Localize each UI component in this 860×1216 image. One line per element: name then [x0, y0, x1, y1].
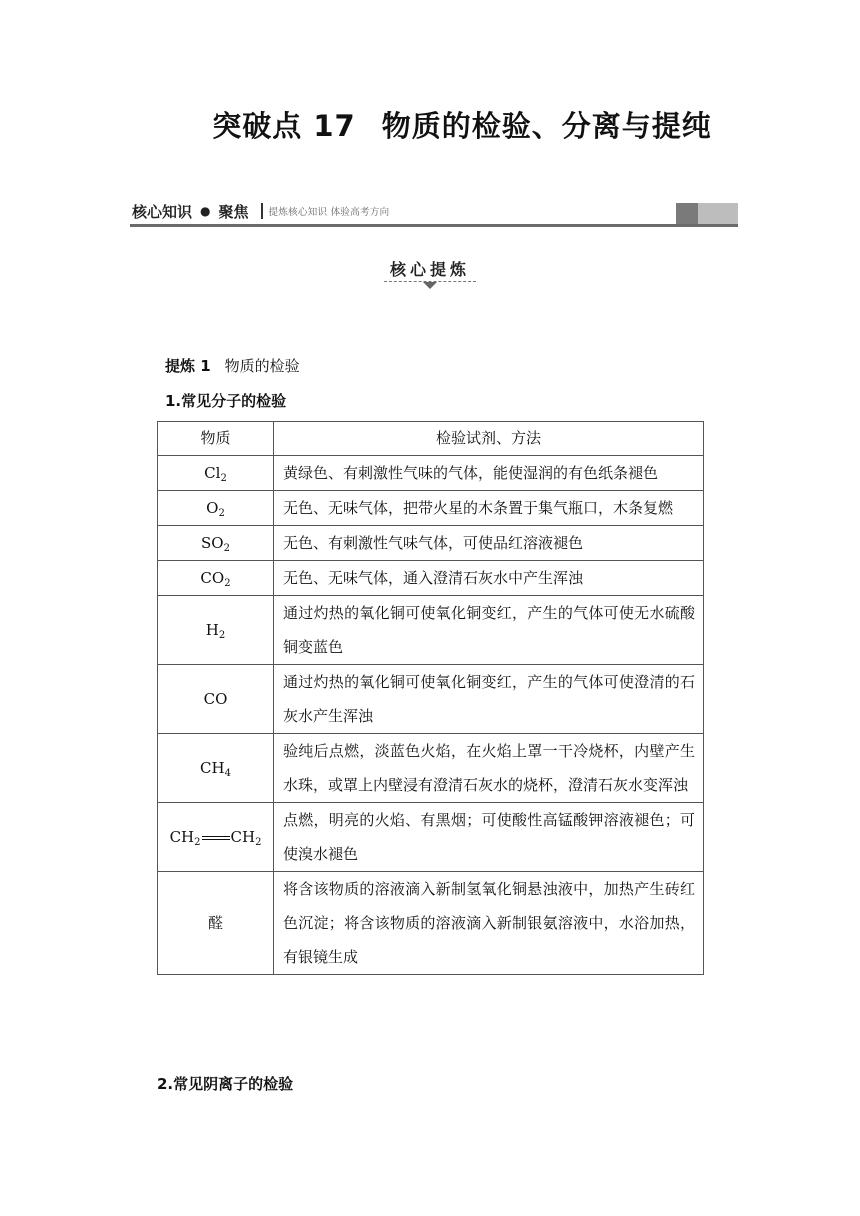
formula-base: Cl — [204, 464, 221, 482]
table-row — [158, 491, 704, 526]
substance-cell — [158, 561, 274, 596]
formula-subscript: 2 — [218, 630, 226, 641]
formula-base: SO — [201, 534, 224, 552]
formula-base: CH — [200, 759, 225, 777]
section-title: 物质的检验 — [224, 357, 300, 375]
formula-base: 醛 — [207, 914, 223, 932]
method-cell: 将含该物质的溶液滴入新制氢氧化铜悬浊液中，加热产生砖红色沉淀；将含该物质的溶液滴入新制银氨溶液中，水浴加热，有银镜生成 — [274, 872, 704, 975]
table-row — [158, 561, 704, 596]
substance-cell — [158, 526, 274, 561]
method-cell: 通过灼热的氧化铜可使氧化铜变红，产生的气体可使澄清的石灰水产生浑浊 — [274, 665, 704, 734]
section-label: 提炼 1 — [165, 357, 211, 375]
banner-light-block — [698, 203, 738, 224]
formula-base: H — [205, 621, 219, 639]
method-cell: 通过灼热的氧化铜可使氧化铜变红，产生的气体可使无水硫酸铜变蓝色 — [274, 596, 704, 665]
header-cell-substance: 物质 — [158, 422, 274, 456]
formula-base: O — [206, 499, 219, 517]
header-cell-method: 检验试剂、方法 — [274, 422, 704, 456]
section-heading-1 — [165, 355, 300, 376]
substance-cell — [158, 491, 274, 526]
table-row — [158, 456, 704, 491]
banner-dark-block — [676, 203, 698, 224]
substance-cell — [158, 596, 274, 665]
substance-cell — [158, 665, 274, 734]
table-row — [158, 596, 704, 665]
formula-base: CO — [203, 690, 228, 708]
bullet-icon: ● — [200, 204, 211, 218]
subsection-heading-1: 1.常见分子的检验 — [165, 392, 287, 410]
formula-subscript: 2 — [218, 508, 225, 519]
section-banner — [130, 200, 738, 227]
method-cell: 无色、有刺激性气味气体，可使品红溶液褪色 — [274, 526, 704, 561]
method-cell: 点燃，明亮的火焰、有黑烟；可使酸性高锰酸钾溶液褪色；可使溴水褪色 — [274, 803, 704, 872]
molecule-test-table — [157, 421, 704, 975]
core-heading — [384, 257, 476, 280]
formula-subscript: 2 — [255, 837, 262, 848]
triangle-down-icon — [423, 282, 437, 289]
title-main: 物质的检验、分离与提纯 — [381, 109, 712, 143]
substance-cell — [158, 872, 274, 975]
title-prefix: 突破点 17 — [212, 109, 356, 143]
method-cell: 黄绿色、有刺激性气味的气体，能使湿润的有色纸条褪色 — [274, 456, 704, 491]
table-row — [158, 665, 704, 734]
table-row — [158, 872, 704, 975]
method-cell: 无色、无味气体，把带火星的木条置于集气瓶口，木条复燃 — [274, 491, 704, 526]
method-cell: 验纯后点燃，淡蓝色火焰，在火焰上罩一干冷烧杯，内壁产生水珠，或罩上内壁浸有澄清石灰水的烧杯，澄清石灰水变浑浊 — [274, 734, 704, 803]
formula-base: CH — [230, 828, 256, 846]
formula-subscript: 2 — [223, 543, 230, 554]
banner-label-knowledge: 核心知识 — [132, 202, 193, 221]
formula-base: CO — [200, 569, 225, 587]
method-cell: 无色、无味气体，通入澄清石灰水中产生浑浊 — [274, 561, 704, 596]
formula-subscript: 2 — [194, 837, 201, 848]
banner-rule — [130, 224, 738, 227]
table-row — [158, 734, 704, 803]
subsection-heading-2: 2.常见阴离子的检验 — [157, 1075, 294, 1093]
formula-base: CH — [169, 828, 195, 846]
substance-cell — [158, 456, 274, 491]
table-row — [158, 803, 704, 872]
substance-cell — [158, 734, 274, 803]
formula-subscript: 2 — [220, 473, 227, 484]
banner-subtitle: 提炼核心知识 体验高考方向 — [268, 207, 390, 218]
substance-cell — [158, 803, 274, 872]
table-header-row — [158, 422, 704, 456]
formula-subscript: 2 — [224, 578, 231, 589]
page-title — [0, 104, 860, 145]
banner-divider — [261, 203, 263, 219]
banner-label-focus: 聚焦 — [218, 202, 249, 221]
table-row — [158, 526, 704, 561]
core-heading-text: 核心提炼 — [389, 260, 470, 279]
double-bond-icon — [201, 833, 231, 843]
formula-subscript: 4 — [224, 768, 231, 779]
